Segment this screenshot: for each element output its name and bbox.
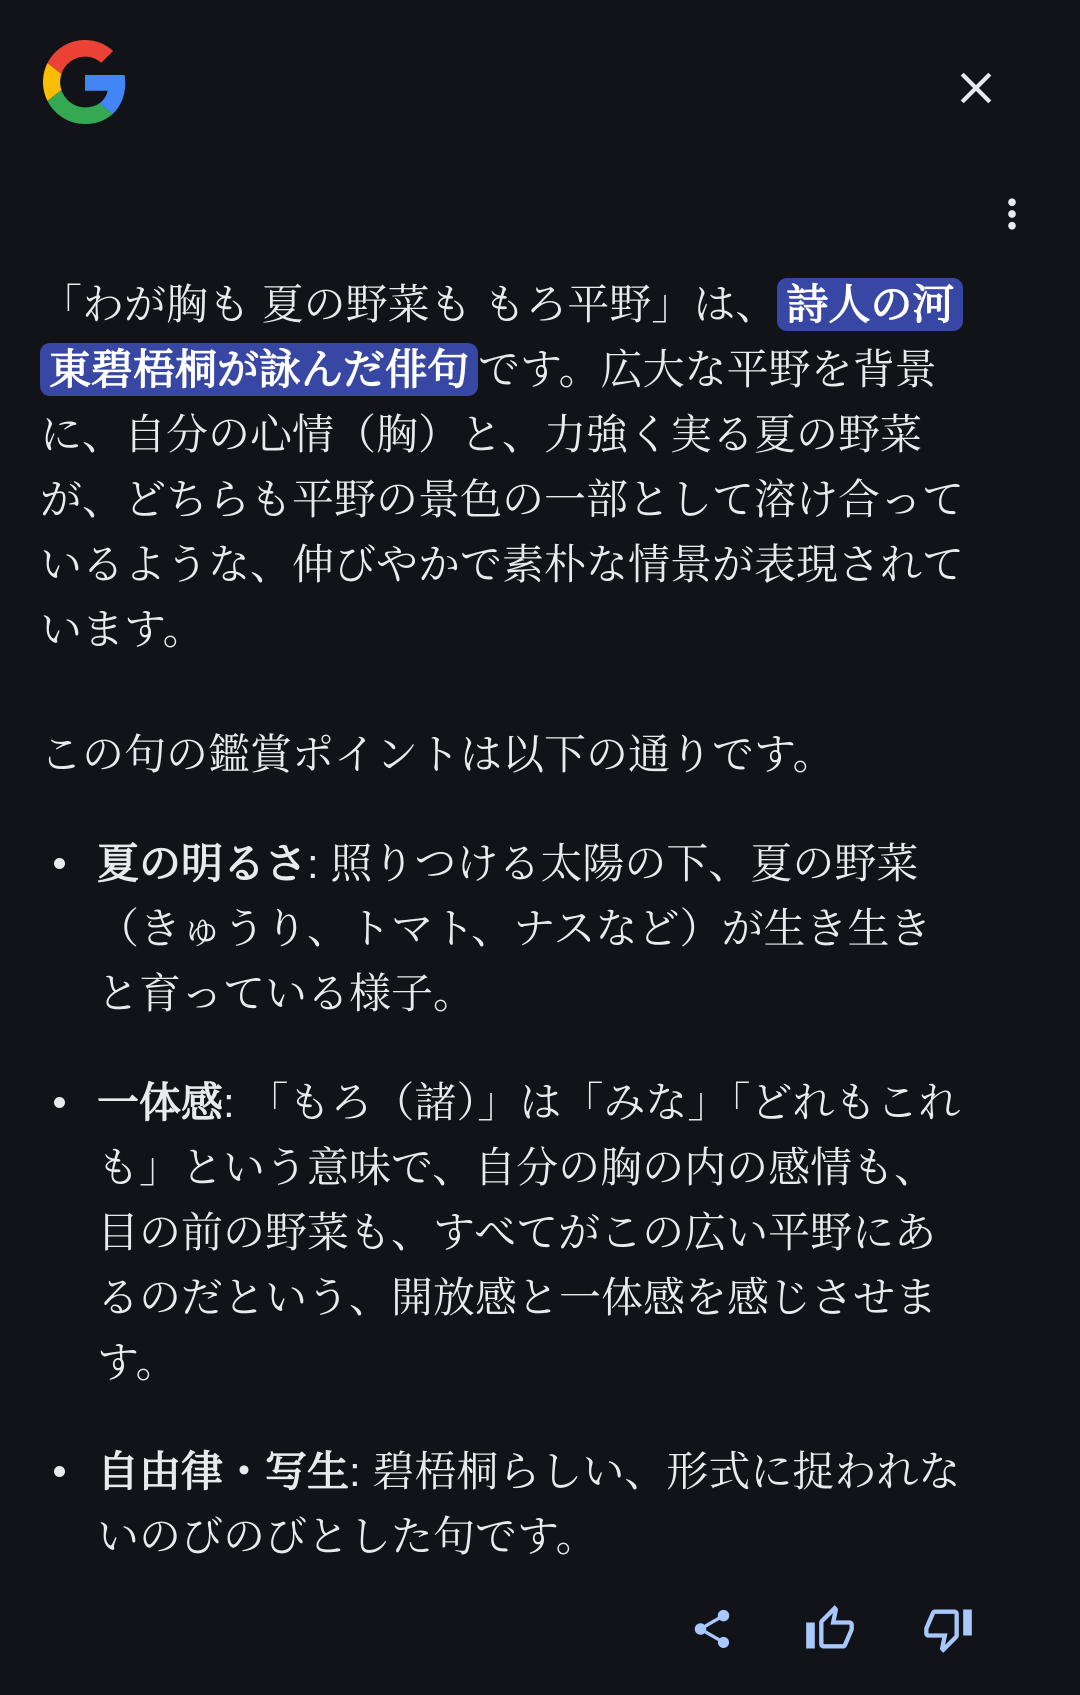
bullet-text: : 照りつける太陽の下、夏の野菜（きゅうり、トマト、ナスなど）が生き生きと育っている様子。 [97,840,932,1017]
points-list [40,831,972,1569]
bullet-term: 一体感 [97,1079,224,1126]
google-g-logo [43,40,127,124]
thumb-down-icon [922,1603,974,1655]
list-item [40,1070,972,1395]
list-item [40,1439,972,1569]
paragraph-2: この句の鑑賞ポイントは以下の通りです。 [40,731,835,778]
share-icon [689,1606,735,1652]
bullet-term: 夏の明るさ [97,840,308,887]
bullet-text: : 「もろ（諸）」は「みな」「どれもこれも」という意味で、自分の胸の内の感情も、目の前の野菜も、すべてがこの広い平野にあるのだという、開放感と一体感を感じさせます。 [97,1079,961,1386]
bullet-term: 自由律・写生 [97,1448,350,1495]
thumb-down-button[interactable] [921,1598,975,1660]
more-vert-icon [990,192,1034,236]
thumb-up-button[interactable] [803,1598,857,1660]
paragraph-1 [40,272,972,662]
close-icon [952,64,1000,112]
highlighted-answer[interactable]: 詩人の河東碧梧桐が詠んだ俳句 [40,278,963,396]
list-item [40,831,972,1026]
action-bar [685,1598,975,1660]
close-button[interactable] [945,57,1007,119]
thumb-up-icon [804,1603,856,1655]
ai-answer-content [40,272,972,1569]
paragraph-text: 「わが胸も 夏の野菜も もろ平野」は、 [40,281,778,328]
more-options-button[interactable] [988,190,1036,238]
bullet-text: : 碧梧桐らしい、形式に捉われないのびのびとした句です。 [97,1448,961,1560]
share-button[interactable] [685,1598,739,1660]
paragraph-text: です。広大な平野を背景に、自分の心情（胸）と、力強く実る夏の野菜が、どちらも平野の景色の一部として溶け合っているような、伸びやかで素朴な情景が表現されています。 [40,346,965,653]
